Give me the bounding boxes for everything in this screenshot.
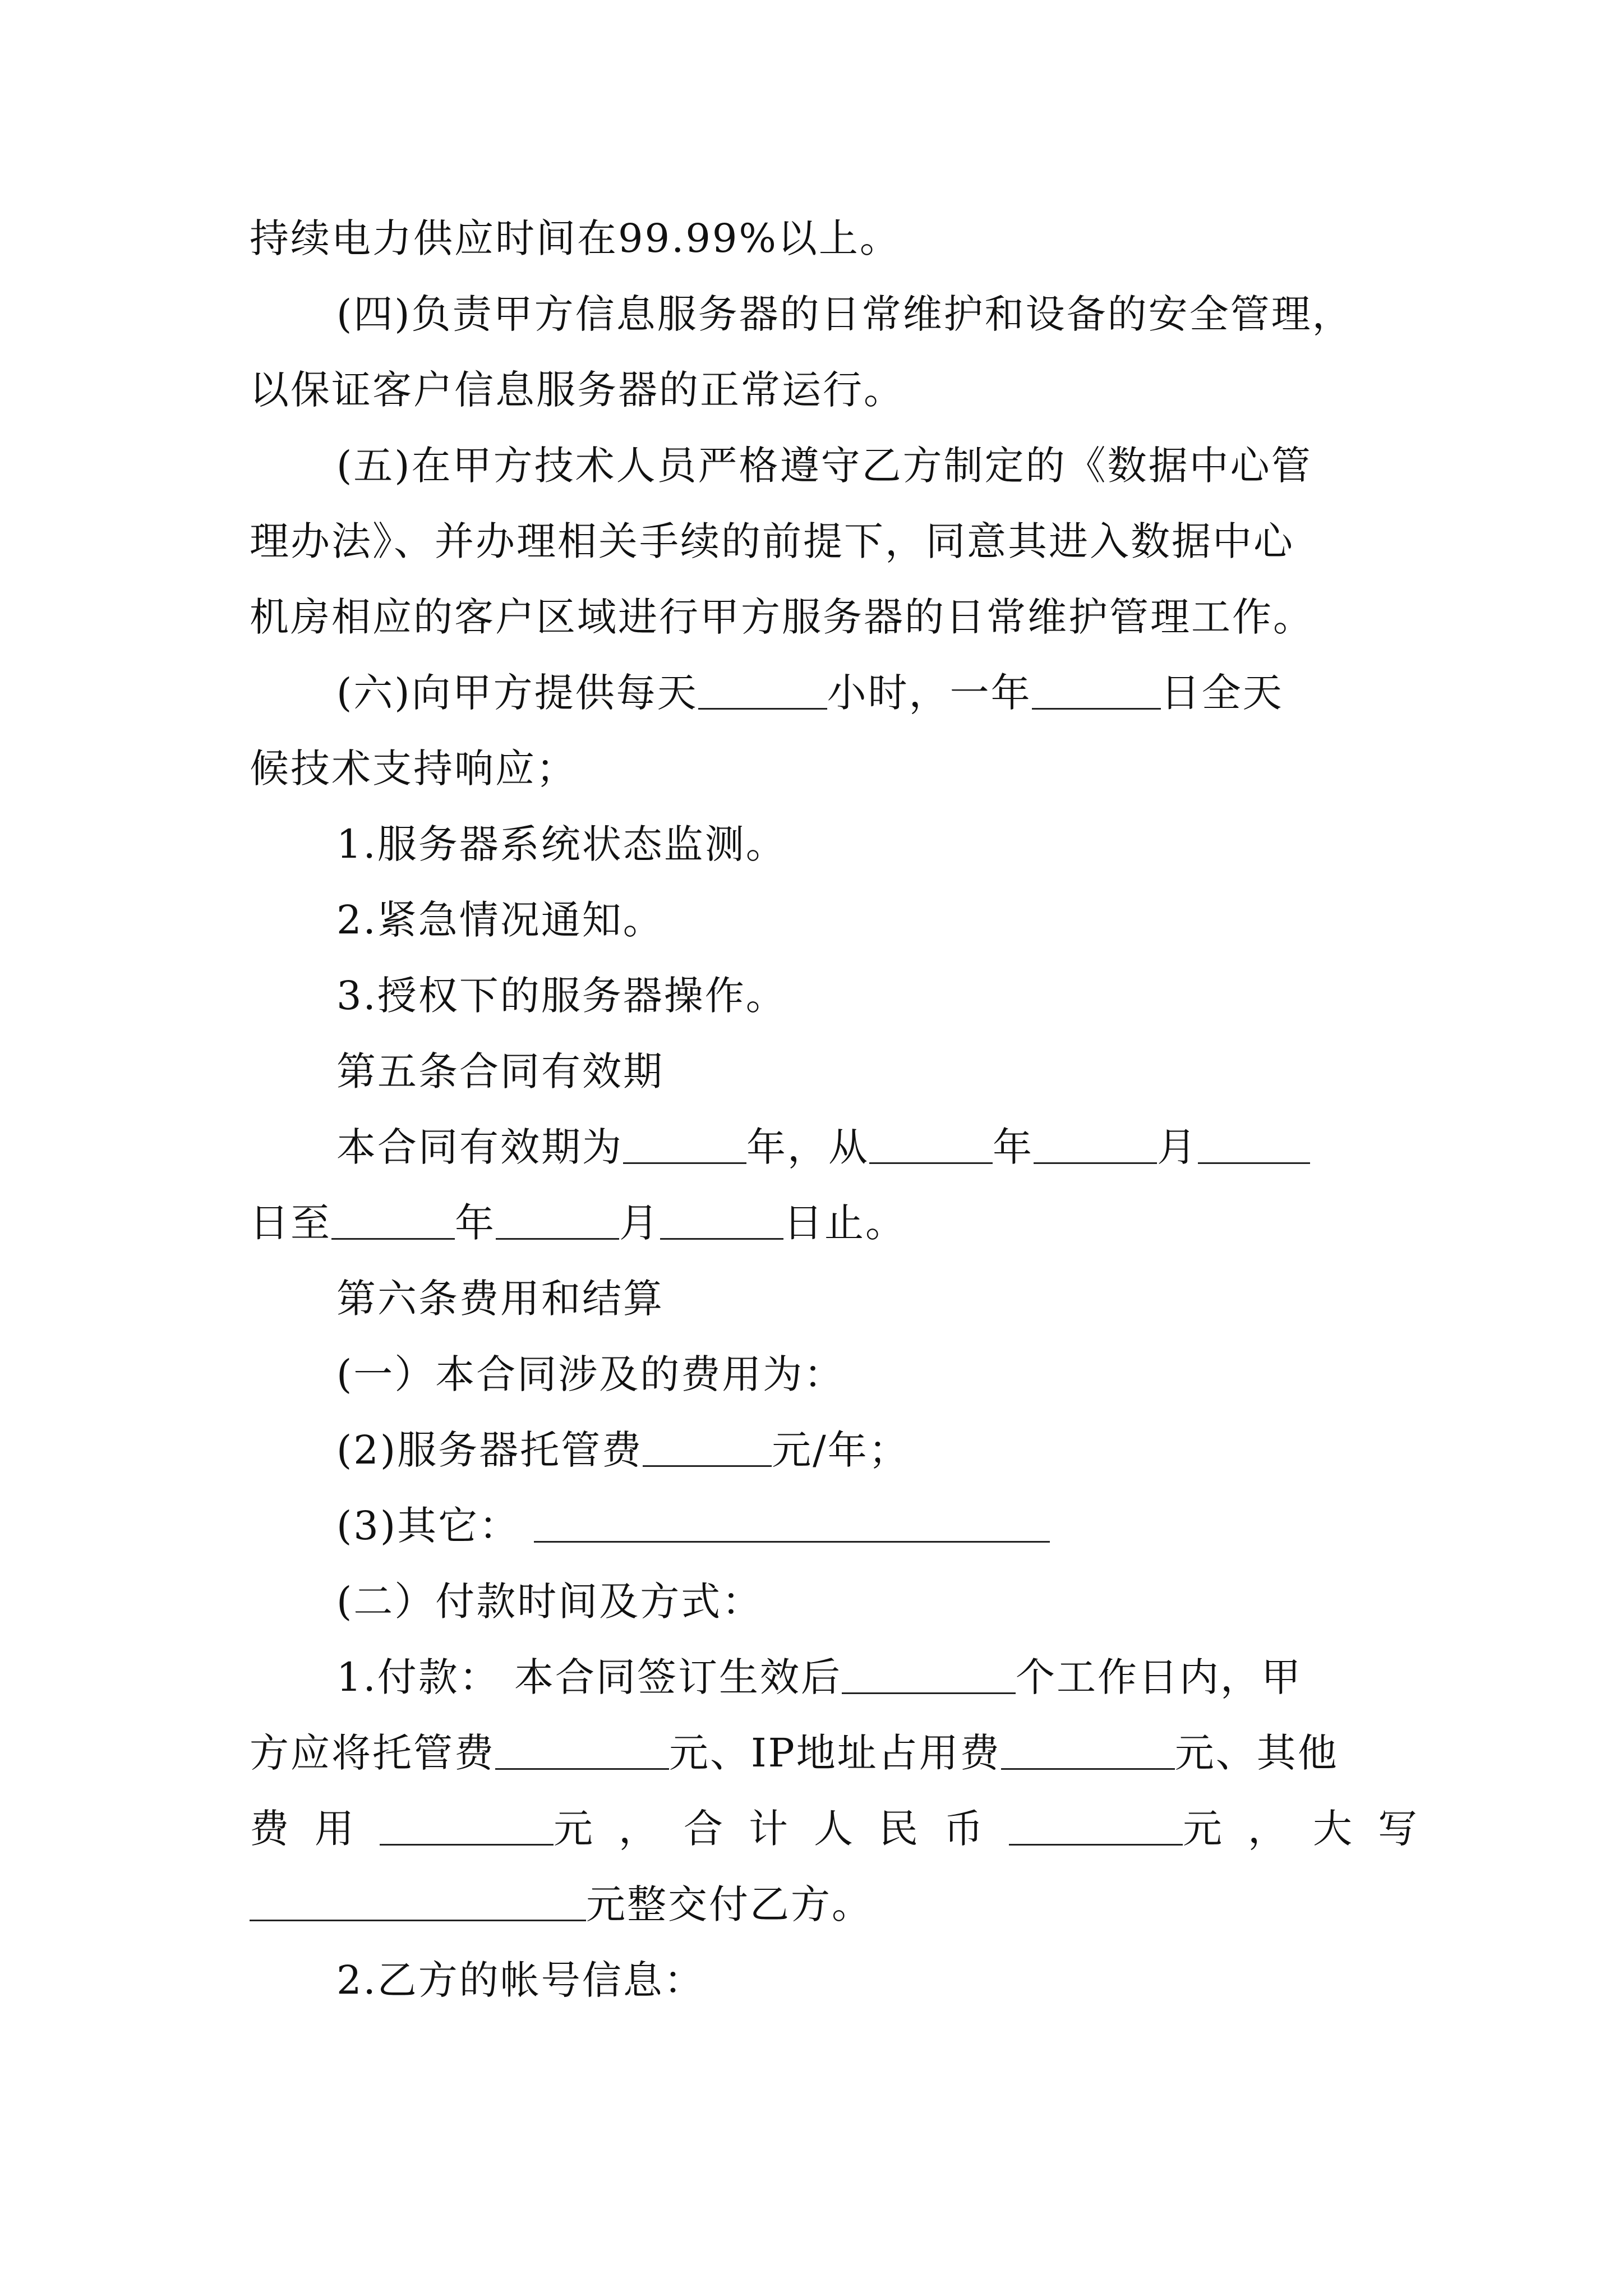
fill-in-blank xyxy=(1001,1729,1175,1770)
text-span: (六)向甲方提供每天 xyxy=(336,670,698,716)
text-span: 元，大写 xyxy=(1183,1806,1443,1852)
fill-in-blank xyxy=(534,1502,1050,1543)
fill-in-blank xyxy=(643,1426,772,1467)
text-span: 2.紧急情况通知。 xyxy=(336,897,664,943)
text-span: (二）付款时间及方式： xyxy=(336,1579,763,1625)
text-line xyxy=(336,811,787,878)
text-span: 日至 xyxy=(250,1200,331,1246)
fill-in-blank xyxy=(1009,1805,1183,1846)
fill-in-blank xyxy=(842,1653,1016,1694)
text-span: (五)在甲方技术人员严格遵守乙方制定的《数据中心管 xyxy=(336,443,1312,489)
text-span: 2.乙方的帐号信息： xyxy=(336,1957,705,2003)
fill-in-blank xyxy=(1198,1123,1310,1164)
text-span: 个工作日内，甲 xyxy=(1016,1654,1303,1700)
text-span: 月 xyxy=(1157,1124,1198,1170)
text-line xyxy=(250,205,901,272)
fill-in-blank xyxy=(623,1123,746,1164)
fill-in-blank xyxy=(250,1880,586,1921)
fill-in-blank xyxy=(869,1123,993,1164)
text-span: 日全天 xyxy=(1160,670,1284,716)
text-span: (3)其它： xyxy=(336,1503,520,1549)
text-span: 元整交付乙方。 xyxy=(586,1881,873,1927)
text-line xyxy=(250,1189,906,1257)
text-span: (四)负责甲方信息服务器的日常维护和设备的安全管理， xyxy=(336,291,1353,337)
text-line xyxy=(336,1341,845,1408)
section-heading xyxy=(336,1038,664,1105)
text-line xyxy=(250,508,1294,575)
text-line xyxy=(250,356,905,424)
fill-in-blank xyxy=(496,1199,619,1240)
text-line xyxy=(336,1416,910,1484)
text-line xyxy=(336,1114,1310,1181)
text-span: 1.服务器系统状态监测。 xyxy=(336,821,787,867)
text-span: 年，从 xyxy=(746,1124,869,1170)
text-span: (一）本合同涉及的费用为： xyxy=(336,1351,845,1397)
fill-in-blank xyxy=(1034,1123,1157,1164)
text-span: 费用 xyxy=(250,1806,380,1852)
text-span: 第六条费用和结算 xyxy=(336,1276,664,1322)
text-line xyxy=(336,659,1284,726)
text-span: (2)服务器托管费 xyxy=(336,1427,643,1473)
text-line xyxy=(336,886,664,954)
fill-in-blank xyxy=(495,1729,669,1770)
text-span: 元、IP地址占用费 xyxy=(669,1730,1001,1776)
fill-in-blank xyxy=(660,1199,783,1240)
text-line xyxy=(336,432,1312,499)
text-span: 理办法》、并办理相关手续的前提下，同意其进入数据中心 xyxy=(250,518,1294,564)
fill-in-blank xyxy=(331,1199,455,1240)
section-heading xyxy=(336,1265,664,1332)
text-span: 月 xyxy=(619,1200,660,1246)
text-line xyxy=(336,1492,1050,1559)
text-span: 机房相应的客户区域进行甲方服务器的日常维护管理工作。 xyxy=(250,594,1314,640)
text-span: 小时，一年 xyxy=(827,670,1032,716)
fill-in-blank xyxy=(380,1805,554,1846)
text-span: 日止。 xyxy=(783,1200,906,1246)
text-span: 元，合计人民币 xyxy=(554,1806,1009,1852)
text-span: 第五条合同有效期 xyxy=(336,1048,664,1094)
text-span: 年 xyxy=(455,1200,496,1246)
text-line xyxy=(250,1795,1443,1862)
text-span: 1.付款： 本合同签订生效后 xyxy=(336,1654,842,1700)
text-line xyxy=(336,962,787,1029)
text-line xyxy=(336,1947,705,2014)
text-span: 年 xyxy=(993,1124,1034,1170)
text-span: 本合同有效期为 xyxy=(336,1124,623,1170)
text-span: 3.授权下的服务器操作。 xyxy=(336,973,787,1019)
text-span: 元/年； xyxy=(772,1427,910,1473)
text-line xyxy=(250,583,1314,651)
fill-in-blank xyxy=(1032,669,1161,710)
text-line xyxy=(336,280,1353,348)
text-line xyxy=(250,735,577,802)
text-line xyxy=(250,1719,1339,1787)
text-span: 候技术支持响应； xyxy=(250,746,577,792)
text-line xyxy=(336,1568,763,1635)
text-line xyxy=(336,1644,1302,1711)
fill-in-blank xyxy=(698,669,827,710)
text-span: 方应将托管费 xyxy=(250,1730,495,1776)
text-span: 元、其他 xyxy=(1174,1730,1339,1776)
text-span: 持续电力供应时间在99.99%以上。 xyxy=(250,215,901,261)
text-line xyxy=(250,1871,873,1938)
text-span: 以保证客户信息服务器的正常运行。 xyxy=(250,367,905,413)
